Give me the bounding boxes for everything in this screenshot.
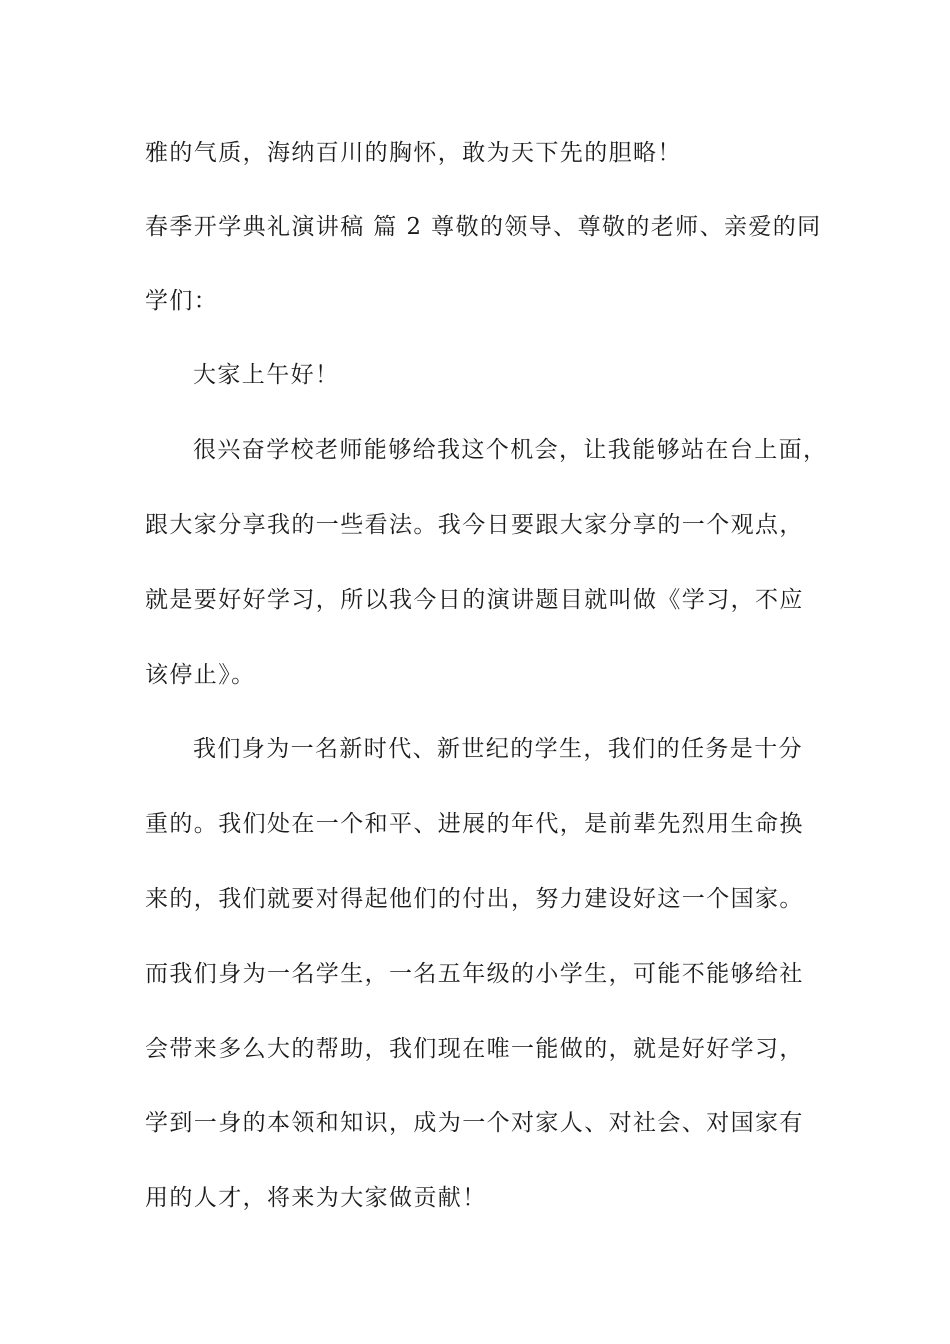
text-line: 雅的气质，海纳百川的胸怀，敢为天下先的胆略！ (145, 140, 682, 166)
text-line: 重的。我们处在一个和平、进展的年代，是前辈先烈用生命换 (145, 811, 804, 837)
text-line: 来的，我们就要对得起他们的付出，努力建设好这一个国家。 (145, 886, 804, 912)
text-line: 会带来多么大的帮助，我们现在唯一能做的，就是好好学习， (145, 1036, 804, 1062)
text-line: 学到一身的本领和知识，成为一个对家人、对社会、对国家有 (145, 1110, 804, 1136)
text-line: 跟大家分享我的一些看法。我今日要跟大家分享的一个观点， (145, 512, 804, 538)
text-line: 该停止》。 (145, 662, 256, 688)
text-line: 就是要好好学习，所以我今日的演讲题目就叫做《学习，不应 (145, 587, 804, 613)
text-line: 而我们身为一名学生，一名五年级的小学生，可能不能够给社 (145, 961, 804, 987)
text-line: 我们身为一名新时代、新世纪的学生，我们的任务是十分 (193, 736, 803, 762)
text-line: 用的人才，将来为大家做贡献！ (145, 1185, 487, 1211)
text-line: 春季开学典礼演讲稿 篇 2 尊敬的领导、尊敬的老师、亲爱的同 (145, 214, 822, 240)
text-line: 学们： (145, 288, 219, 314)
text-line: 很兴奋学校老师能够给我这个机会，让我能够站在台上面， (193, 437, 828, 463)
text-line: 大家上午好！ (193, 362, 340, 388)
